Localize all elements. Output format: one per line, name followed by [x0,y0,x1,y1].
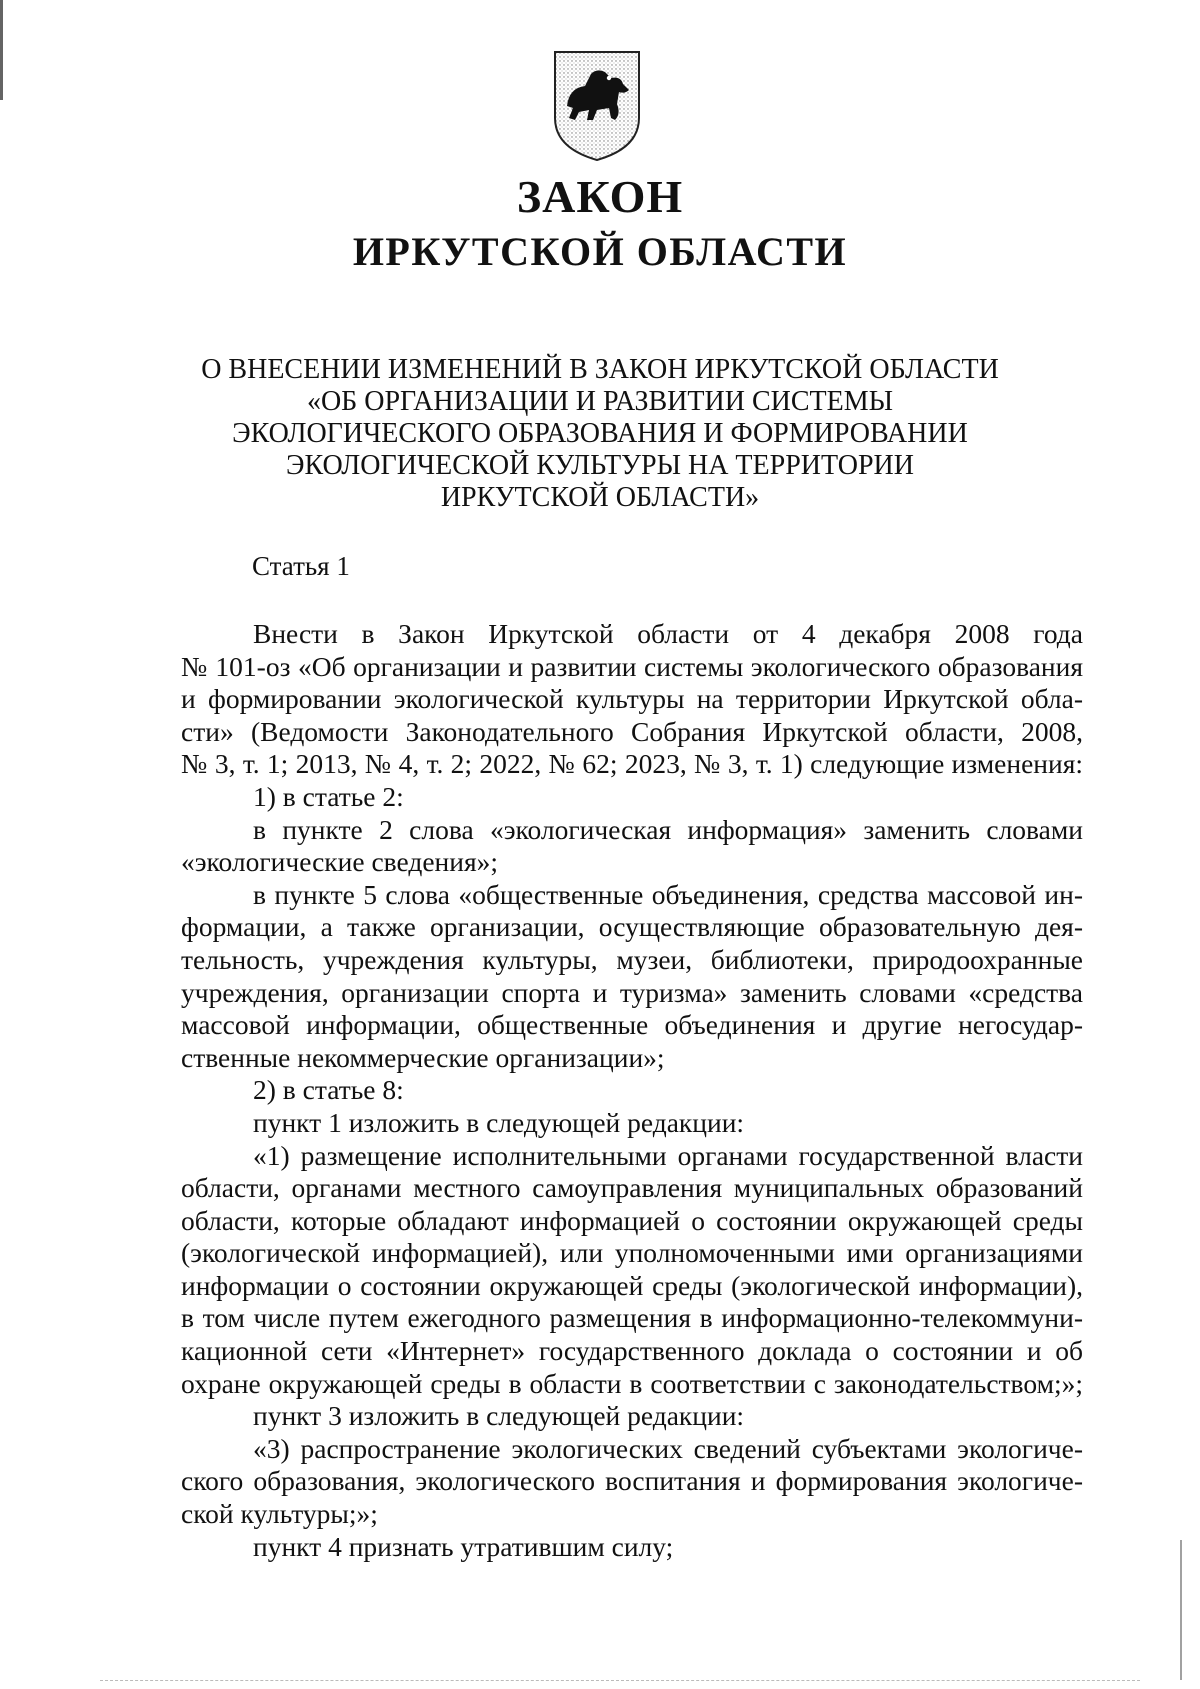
body-line: ской культуры;»; [181,1498,378,1530]
subtitle-line: ЭКОЛОГИЧЕСКОГО ОБРАЗОВАНИЯ И ФОРМИРОВАНИИ [232,418,968,449]
body-line: (экологической информацией), или уполномоченными ими организациями [181,1237,1083,1269]
scan-edge-artifact [0,0,3,100]
article-body [181,610,1083,1563]
body-line: «1) размещение исполнительными органами государственной власти [253,1139,1083,1171]
body-line: пункт 1 изложить в следующей редакции: [253,1106,745,1138]
body-line: области, органами местного самоуправления муниципальных образований [181,1172,1083,1204]
article-heading: Статья 1 [252,551,350,581]
body-line: охране окружающей среды в области в соответствии с законодательством;»; [181,1367,1083,1399]
body-line: области, которые обладают информацией о состоянии окружающей среды [181,1204,1083,1236]
law-region-title: ИРКУТСКОЙ ОБЛАСТИ [352,229,848,274]
body-line: пункт 4 признать утратившим силу; [253,1530,674,1562]
body-line: 1) в статье 2: [253,780,404,812]
scan-bottom-artifact [100,1680,1140,1681]
law-subtitle [180,354,1020,514]
body-line: в пункте 5 слова «общественные объединения, средства массовой ин- [253,878,1083,910]
subtitle-line: ЭКОЛОГИЧЕСКОЙ КУЛЬТУРЫ НА ТЕРРИТОРИИ [286,450,914,481]
body-line: информации о состоянии окружающей среды (экологической информации), [181,1269,1083,1301]
body-line: в том числе путем ежегодного размещения в информационно-телекоммуни- [181,1302,1083,1334]
body-line: тельность, учреждения культуры, музеи, библиотеки, природоохранные [181,943,1083,975]
body-line: Внести в Закон Иркутской области от 4 декабря 2008 года [253,618,1083,649]
body-line: формации, а также организации, осуществляющие образовательную дея- [181,911,1083,943]
scan-edge-artifact [1180,1540,1182,1680]
body-line: ственные некоммерческие организации»; [181,1041,665,1073]
subtitle-line: О ВНЕСЕНИИ ИЗМЕНЕНИЙ В ЗАКОН ИРКУТСКОЙ ОБЛАСТИ [201,354,999,385]
body-line: учреждения, организации спорта и туризма» заменить словами «средства [181,976,1083,1008]
body-line: пункт 3 изложить в следующей редакции: [253,1400,745,1432]
body-line: 2) в статье 8: [253,1074,404,1106]
body-line: «экологические сведения»; [181,846,499,878]
law-title: ЗАКОН [516,171,684,222]
body-line: сти» (Ведомости Законодательного Собрания Иркутской области, 2008, [181,715,1083,747]
body-line: кационной сети «Интернет» государственного доклада о состоянии и об [181,1335,1083,1367]
body-line: № 3, т. 1; 2013, № 4, т. 2; 2022, № 62; 2023, № 3, т. 1) следующие изменения: [181,748,1083,780]
body-line: в пункте 2 слова «экологическая информация» заменить словами [253,813,1083,845]
body-line: ского образования, экологического воспитания и формирования экологиче- [181,1465,1083,1497]
body-line: и формировании экологической культуры на территории Иркутской обла- [181,683,1083,715]
body-line: массовой информации, общественные объединения и другие негосудар- [181,1009,1083,1041]
body-line: «3) распространение экологических сведений субъектами экологиче- [253,1432,1083,1464]
body-line: № 101-оз «Об организации и развитии системы экологического образования [181,650,1083,682]
subtitle-line: «ОБ ОРГАНИЗАЦИИ И РАЗВИТИИ СИСТЕМЫ [306,386,894,417]
coat-of-arms-icon [551,48,643,164]
subtitle-line: ИРКУТСКОЙ ОБЛАСТИ» [440,482,760,513]
